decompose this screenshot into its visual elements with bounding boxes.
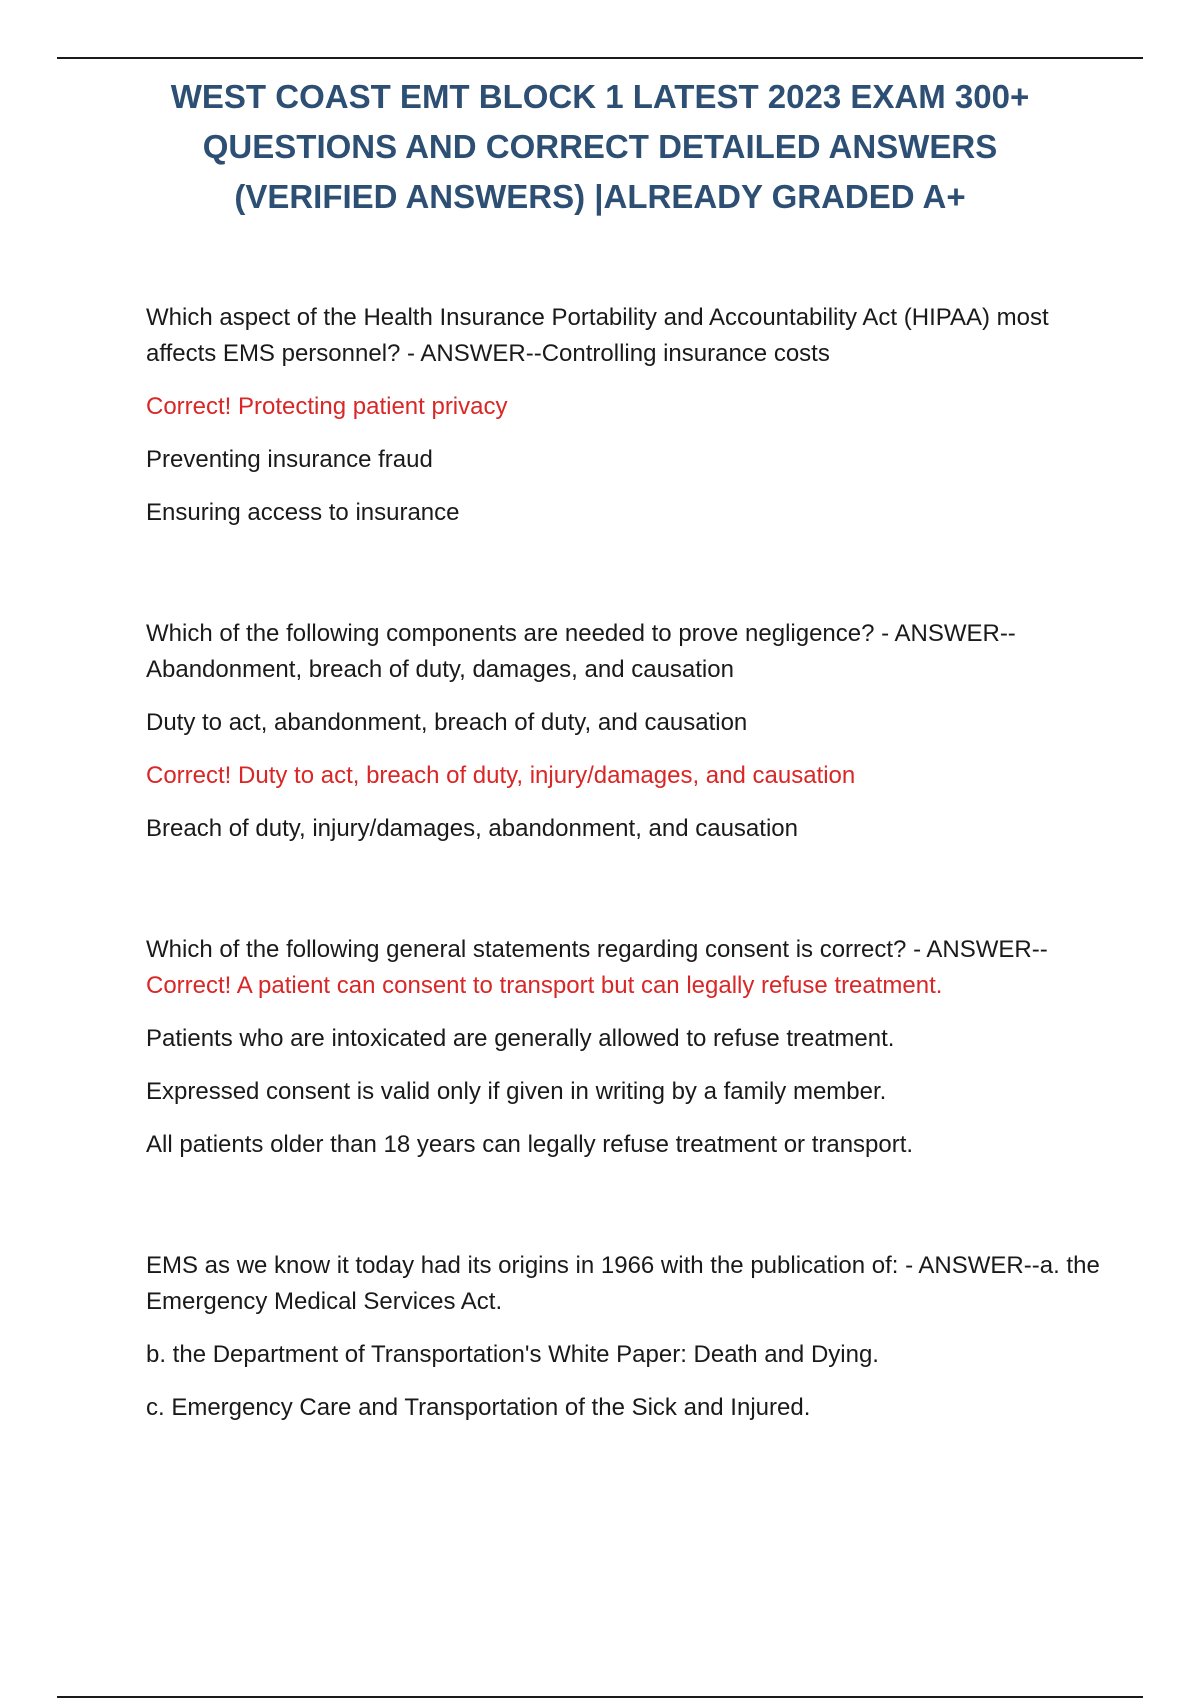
title-line-1: WEST COAST EMT BLOCK 1 LATEST 2023 EXAM 300+ (170, 78, 1030, 115)
document-body (146, 300, 1106, 1443)
answer-option: Breach of duty, injury/damages, abandonment, and causation (146, 815, 798, 842)
answer-option: Duty to act, abandonment, breach of duty, and causation (146, 709, 748, 736)
answer-option: Preventing insurance fraud (146, 446, 433, 473)
title-line-2: QUESTIONS AND CORRECT DETAILED ANSWERS (202, 128, 998, 165)
bottom-rule (57, 1696, 1143, 1698)
question-text: EMS as we know it today had its origins in 1966 with the publication of: - ANSWER--a. the Emergency Medical Services Act. (146, 1252, 1100, 1315)
question-text (146, 932, 1106, 1004)
answer-option: Expressed consent is valid only if given in writing by a family member. (146, 1078, 887, 1105)
question-prefix: Which of the following general statements regarding consent is correct? - ANSWER-- (146, 936, 1048, 963)
answer-option-correct: Correct! Duty to act, breach of duty, injury/damages, and causation (146, 762, 856, 789)
answer-correct-inline: Correct! A patient can consent to transport but can legally refuse treatment. (146, 972, 943, 999)
question-block-4 (146, 1248, 1106, 1426)
question-text: Which aspect of the Health Insurance Portability and Accountability Act (HIPAA) most affects EMS personnel? - ANSWER--Controlling insurance costs (146, 304, 1049, 367)
document-title (100, 72, 1100, 222)
top-rule (57, 57, 1143, 59)
answer-option: Patients who are intoxicated are generally allowed to refuse treatment. (146, 1025, 895, 1052)
title-line-3: (VERIFIED ANSWERS) |ALREADY GRADED A+ (234, 178, 966, 215)
question-block-1 (146, 300, 1106, 531)
question-block-3 (146, 932, 1106, 1163)
answer-option: Ensuring access to insurance (146, 499, 460, 526)
question-text: Which of the following components are needed to prove negligence? - ANSWER--Abandonment, breach of duty, damages, and causation (146, 620, 1016, 683)
answer-option: All patients older than 18 years can legally refuse treatment or transport. (146, 1131, 914, 1158)
answer-option: c. Emergency Care and Transportation of the Sick and Injured. (146, 1394, 811, 1421)
answer-option-correct: Correct! Protecting patient privacy (146, 393, 508, 420)
question-block-2 (146, 616, 1106, 847)
answer-option: b. the Department of Transportation's White Paper: Death and Dying. (146, 1341, 879, 1368)
